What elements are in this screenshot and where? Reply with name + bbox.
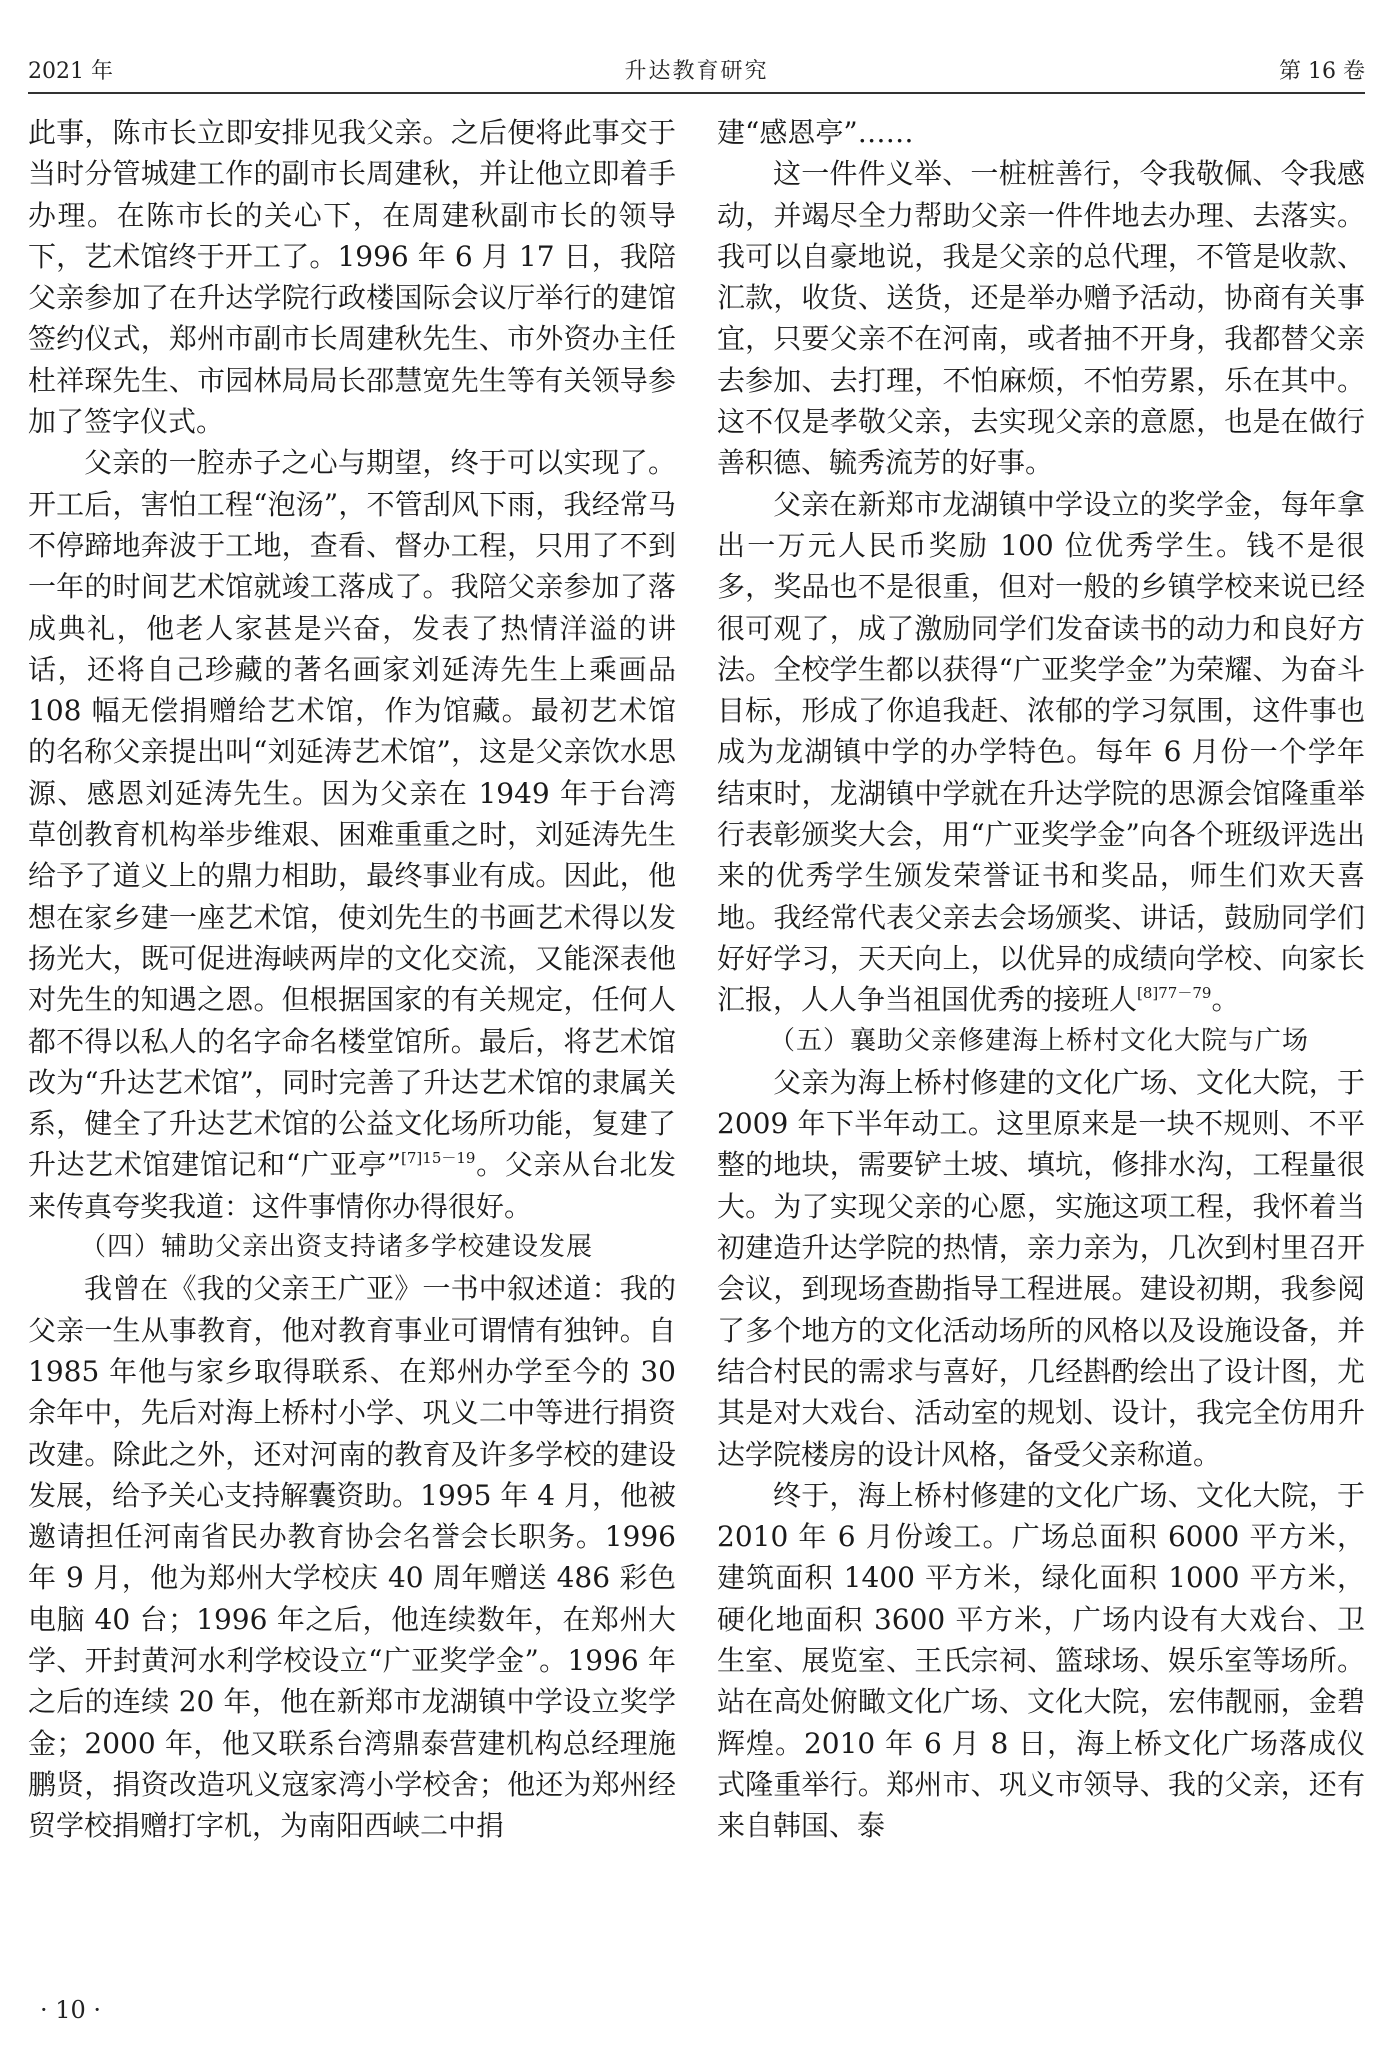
- right-column: [717, 112, 1365, 1846]
- paragraph: 我曾在《我的父亲王广亚》一书中叙述道：我的父亲一生从事教育，他对教育事业可谓情有独钟。自 1985 年他与家乡取得联系、在郑州办学至今的 30 余年中，先后对海上桥村小学、巩义二中等进行捐资改建。除此之外，还对河南的教育及许多学校的建设发展，给予关心支持解囊资助。1995 年 4 月，他被邀请担任河南省民办教育协会名誉会长职务。1996 年 9 月，他为郑州大学校庆 40 周年赠送 486 彩色电脑 40 台；1996 年之后，他连续数年，在郑州大学、开封黄河水利学校设立“广亚奖学金”。1996 年之后的连续 20 年，他在新郑市龙湖镇中学设立奖学金；2000 年，他又联系台湾鼎泰营建机构总经理施鹏贤，捐资改造巩义寇家湾小学校舍；他还为郑州经贸学校捐赠打字机，为南阳西峡二中捐: [28, 1272, 676, 1843]
- citation: [8]77－79: [1137, 984, 1212, 1003]
- paragraph: [28, 442, 676, 1227]
- section-heading: （四）辅助父亲出资支持诸多学校建设发展: [80, 1232, 594, 1263]
- paragraph-text: 。: [1211, 983, 1240, 1017]
- paragraph: 终于，海上桥村修建的文化广场、文化大院，于 2010 年 6 月份竣工。广场总面积 6000 平方米，建筑面积 1400 平方米，绿化面积 1000 平方米，硬化地面积 3600 平方米，广场内设有大戏台、卫生室、展览室、王氏宗祠、篮球场、娱乐室等场所。站在高处俯瞰文化广场、文化大院，宏伟靓丽，金碧辉煌。2010 年 6 月 8 日，海上桥文化广场落成仪式隆重举行。郑州市、巩义市领导、我的父亲，还有来自韩国、泰: [717, 1478, 1365, 1843]
- paragraph-text: 父亲在新郑市龙湖镇中学设立的奖学金，每年拿出一万元人民币奖励 100 位优秀学生。钱不是很多，奖品也不是很重，但对一般的乡镇学校来说已经很可观了，成了激励同学们发奋读书的动力和良好方法。全校学生都以获得“广亚奖学金”为荣耀、为奋斗目标，形成了你追我赶、浓郁的学习氛围，这件事也成为龙湖镇中学的办学特色。每年 6 月份一个学年结束时，龙湖镇中学就在升达学院的思源会馆隆重举行表彰颁奖大会，用“广亚奖学金”向各个班级评选出来的优秀学生颁发荣誉证书和奖品，师生们欢天喜地。我经常代表父亲去会场颁奖、讲话，鼓励同学们好好学习，天天向上，以优异的成绩向学校、向家长汇报，人人争当祖国优秀的接班人: [717, 487, 1365, 1017]
- header-rule: [28, 92, 1365, 94]
- page-number: · 10 ·: [40, 1996, 102, 2024]
- section-heading: （五）襄助父亲修建海上桥村文化大院与广场: [769, 1025, 1310, 1056]
- paragraph: 建“感恩亭”……: [717, 116, 914, 149]
- paragraph: 此事，陈市长立即安排见我父亲。之后便将此事交于当时分管城建工作的副市长周建秋，并让他立即着手办理。在陈市长的关心下，在周建秋副市长的领导下，艺术馆终于开工了。1996 年 6 月 17 日，我陪父亲参加了在升达学院行政楼国际会议厅举行的建馆签约仪式，郑州市副市长周建秋先生、市外资办主任杜祥琛先生、市园林局局长邵慧宽先生等有关领导参加了签字仪式。: [28, 116, 676, 439]
- running-header: [0, 0, 1393, 96]
- header-volume: 第 16 卷: [1279, 59, 1365, 84]
- header-year: 2021 年: [28, 59, 113, 84]
- paragraph-text: 父亲的一腔赤子之心与期望，终于可以实现了。开工后，害怕工程“泡汤”，不管刮风下雨，我经常马不停蹄地奔波于工地，查看、督办工程，只用了不到一年的时间艺术馆就竣工落成了。我陪父亲参加了落成典礼，他老人家甚是兴奋，发表了热情洋溢的讲话，还将自己珍藏的著名画家刘延涛先生上乘画品 108 幅无偿捐赠给艺术馆，作为馆藏。最初艺术馆的名称父亲提出叫“刘延涛艺术馆”，这是父亲饮水思源、感恩刘延涛先生。因为父亲在 1949 年于台湾草创教育机构举步维艰、困难重重之时，刘延涛先生给予了道义上的鼎力相助，最终事业有成。因此，他想在家乡建一座艺术馆，使刘先生的书画艺术得以发扬光大，既可促进海峡两岸的文化交流，又能深表他对先生的知遇之恩。但根据国家的有关规定，任何人都不得以私人的名字命名楼堂馆所。最后，将艺术馆改为“升达艺术馆”，同时完善了升达艺术馆的隶属关系，健全了升达艺术馆的公益文化场所功能，复建了升达艺术馆建馆记和“广亚亭”: [28, 446, 676, 1182]
- paragraph: [717, 484, 1365, 1021]
- paragraph: 这一件件义举、一桩桩善行，令我敬佩、令我感动，并竭尽全力帮助父亲一件件地去办理、去落实。我可以自豪地说，我是父亲的总代理，不管是收款、汇款，收货、送货，还是举办赠予活动，协商有关事宜，只要父亲不在河南，或者抽不开身，我都替父亲去参加、去打理，不怕麻烦，不怕劳累，乐在其中。这不仅是孝敬父亲，去实现父亲的意愿，也是在做行善积德、毓秀流芳的好事。: [717, 157, 1365, 480]
- header-journal-title: 升达教育研究: [624, 59, 769, 84]
- citation: [7]15－19: [401, 1149, 476, 1168]
- paragraph-text: 。父亲从台北发来传真夸奖我道：这件事情你办得很好。: [28, 1148, 676, 1223]
- paragraph: 父亲为海上桥村修建的文化广场、文化大院，于 2009 年下半年动工。这里原来是一块不规则、不平整的地块，需要铲土坡、填坑，修排水沟，工程量很大。为了实现父亲的心愿，实施这项工程，我怀着当初建造升达学院的热情，亲力亲为，几次到村里召开会议，到现场查勘指导工程进展。建设初期，我参阅了多个地方的文化活动场所的风格以及设施设备，并结合村民的需求与喜好，几经斟酌绘出了设计图，尤其是对大戏台、活动室的规划、设计，我完全仿用升达学院楼房的设计风格，备受父亲称道。: [717, 1065, 1365, 1471]
- left-column: [28, 112, 676, 1846]
